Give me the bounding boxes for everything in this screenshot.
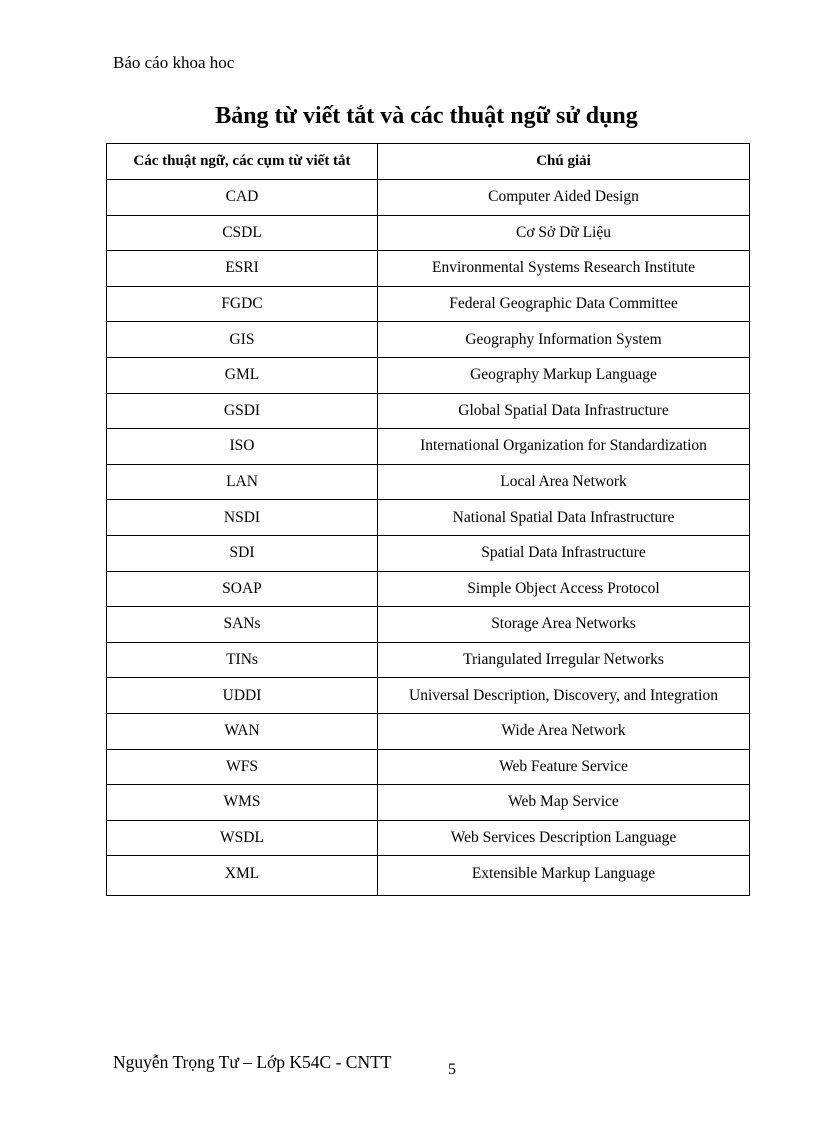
explanation-cell: Geography Markup Language bbox=[378, 357, 750, 393]
abbreviation-cell: ESRI bbox=[107, 251, 378, 287]
abbreviation-cell: WFS bbox=[107, 749, 378, 785]
table-row bbox=[107, 500, 750, 536]
abbreviation-cell: GIS bbox=[107, 322, 378, 358]
column-header-explanation: Chú giải bbox=[378, 144, 750, 180]
abbreviation-cell: GSDI bbox=[107, 393, 378, 429]
explanation-cell: Web Map Service bbox=[378, 785, 750, 821]
explanation-cell: Triangulated Irregular Networks bbox=[378, 642, 750, 678]
table-row bbox=[107, 357, 750, 393]
table-row bbox=[107, 571, 750, 607]
page-number: 5 bbox=[448, 1061, 456, 1078]
running-header: Báo cáo khoa hoc bbox=[113, 53, 235, 72]
abbreviation-cell: FGDC bbox=[107, 286, 378, 322]
explanation-cell: Federal Geographic Data Committee bbox=[378, 286, 750, 322]
explanation-cell: Computer Aided Design bbox=[378, 180, 750, 216]
table-row bbox=[107, 749, 750, 785]
table-row bbox=[107, 251, 750, 287]
table-row bbox=[107, 678, 750, 714]
table-row bbox=[107, 393, 750, 429]
abbreviation-cell: WSDL bbox=[107, 820, 378, 856]
abbreviation-cell: SDI bbox=[107, 535, 378, 571]
abbreviation-cell: ISO bbox=[107, 429, 378, 465]
abbreviation-cell: LAN bbox=[107, 464, 378, 500]
explanation-cell: Extensible Markup Language bbox=[378, 856, 750, 896]
abbreviation-cell: WAN bbox=[107, 713, 378, 749]
table-header-row bbox=[107, 144, 750, 180]
abbreviation-cell: SANs bbox=[107, 607, 378, 643]
table-row bbox=[107, 607, 750, 643]
abbreviation-cell: NSDI bbox=[107, 500, 378, 536]
abbreviation-cell: WMS bbox=[107, 785, 378, 821]
explanation-cell: International Organization for Standardization bbox=[378, 429, 750, 465]
abbreviation-cell: CAD bbox=[107, 180, 378, 216]
explanation-cell: Environmental Systems Research Institute bbox=[378, 251, 750, 287]
explanation-cell: Storage Area Networks bbox=[378, 607, 750, 643]
explanation-cell: Web Services Description Language bbox=[378, 820, 750, 856]
abbreviation-cell: TINs bbox=[107, 642, 378, 678]
explanation-cell: Local Area Network bbox=[378, 464, 750, 500]
footer-author: Nguyễn Trọng Tư – Lớp K54C - CNTT bbox=[113, 1052, 392, 1072]
explanation-cell: Web Feature Service bbox=[378, 749, 750, 785]
column-header-abbreviation: Các thuật ngữ, các cụm từ viết tắt bbox=[107, 144, 378, 180]
explanation-cell: Spatial Data Infrastructure bbox=[378, 535, 750, 571]
table-row bbox=[107, 713, 750, 749]
table-row bbox=[107, 642, 750, 678]
table-row bbox=[107, 180, 750, 216]
table-row bbox=[107, 535, 750, 571]
explanation-cell: Simple Object Access Protocol bbox=[378, 571, 750, 607]
table-row bbox=[107, 820, 750, 856]
table-row bbox=[107, 856, 750, 896]
abbreviation-cell: GML bbox=[107, 357, 378, 393]
abbreviations-table bbox=[106, 143, 750, 896]
explanation-cell: Wide Area Network bbox=[378, 713, 750, 749]
explanation-cell: Geography Information System bbox=[378, 322, 750, 358]
explanation-cell: Global Spatial Data Infrastructure bbox=[378, 393, 750, 429]
table-row bbox=[107, 286, 750, 322]
page-title: Bảng từ viết tắt và các thuật ngữ sử dụng bbox=[215, 103, 638, 129]
explanation-cell: Cơ Sở Dữ Liệu bbox=[378, 215, 750, 251]
abbreviation-cell: XML bbox=[107, 856, 378, 896]
abbreviation-cell: CSDL bbox=[107, 215, 378, 251]
table-row bbox=[107, 464, 750, 500]
table-row bbox=[107, 429, 750, 465]
table-row bbox=[107, 215, 750, 251]
abbreviation-cell: SOAP bbox=[107, 571, 378, 607]
table-row bbox=[107, 785, 750, 821]
table-row bbox=[107, 322, 750, 358]
explanation-cell: National Spatial Data Infrastructure bbox=[378, 500, 750, 536]
abbreviation-cell: UDDI bbox=[107, 678, 378, 714]
explanation-cell: Universal Description, Discovery, and Integration bbox=[378, 678, 750, 714]
